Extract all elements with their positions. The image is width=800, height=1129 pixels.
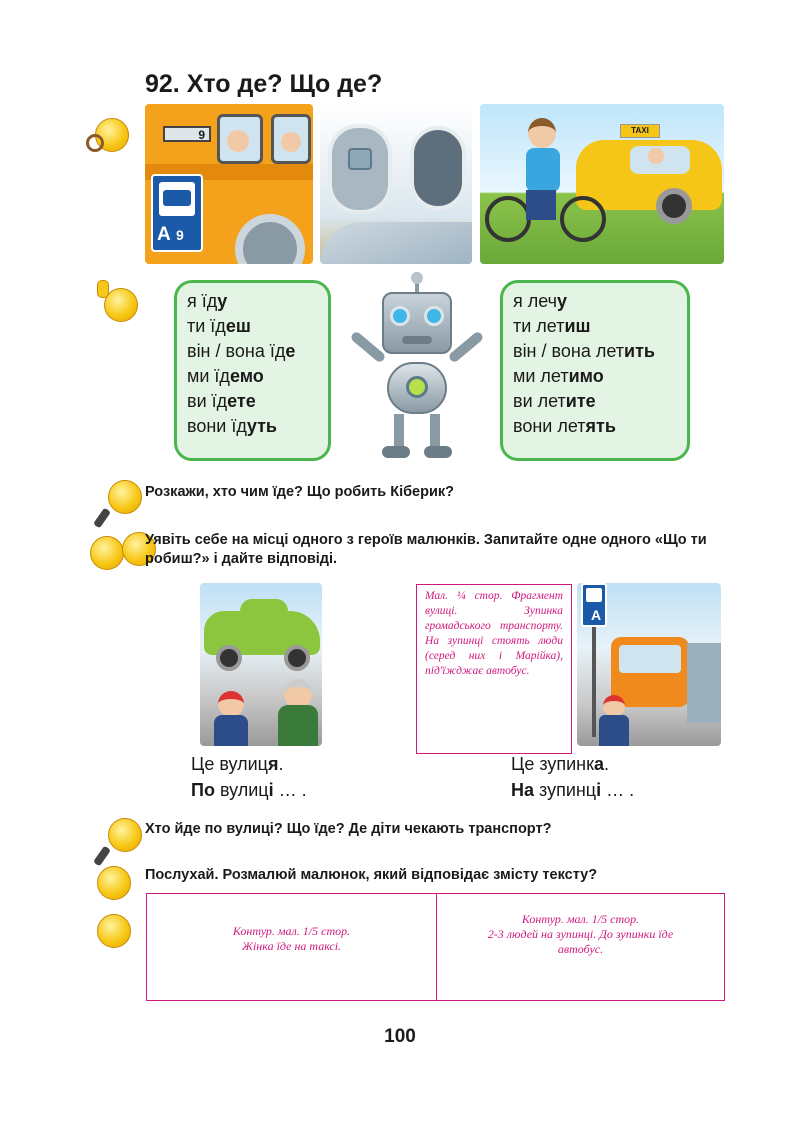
caption-street bbox=[191, 751, 307, 803]
caption-bus-stop bbox=[511, 751, 634, 803]
outline-box-bus bbox=[437, 894, 724, 1000]
outline-note-line: Жінка їде на таксі. bbox=[241, 939, 342, 953]
thumbs-up-icon bbox=[97, 280, 109, 298]
bus-stop-picture bbox=[145, 104, 313, 264]
listening-smiley-icon bbox=[97, 914, 131, 948]
outline-drawing-frame bbox=[146, 893, 725, 1001]
task-instruction-4: Послухай. Розмалюй малюнок, який відповідає змісту тексту? bbox=[145, 867, 598, 883]
thumbs-up-smiley-icon bbox=[104, 288, 138, 322]
outline-note-line: 2-3 людей на зупинці. До зупинки їде bbox=[487, 927, 674, 941]
bus-stop-scene-picture bbox=[577, 583, 721, 746]
task-instruction-1: Розкажи, хто чим їде? Що робить Кіберик? bbox=[145, 484, 455, 500]
conjugation-box-go bbox=[174, 280, 331, 461]
conj-line: ми їдемо bbox=[187, 366, 264, 386]
conj-line: вони їдуть bbox=[187, 416, 277, 436]
magnifier-icon bbox=[86, 134, 104, 152]
outline-note-line: Контур. мал. 1/5 стор. bbox=[521, 912, 640, 926]
robot-in-window-icon bbox=[348, 148, 372, 170]
page-title: 92. Хто де? Що де? bbox=[145, 70, 383, 98]
outline-note-line: Контур. мал. 1/5 стор. bbox=[232, 924, 351, 938]
taxi-sign: TAXI bbox=[620, 124, 660, 138]
robot-eye-icon bbox=[390, 306, 410, 326]
outline-box-taxi bbox=[147, 894, 436, 1000]
magnifier-smiley-icon bbox=[97, 866, 131, 900]
conj-line: ми летимо bbox=[513, 366, 604, 386]
conj-line: вони летять bbox=[513, 416, 616, 436]
airplane-picture bbox=[320, 104, 472, 264]
caption-line: Це вулиця. bbox=[191, 754, 284, 774]
microphone-icon bbox=[93, 846, 111, 867]
caption-line: По вулиці … . bbox=[191, 780, 307, 800]
street-picture bbox=[200, 583, 322, 746]
conj-line: ви летите bbox=[513, 391, 596, 411]
page-number: 100 bbox=[384, 1026, 416, 1047]
caption-line: На зупинці … . bbox=[511, 780, 635, 800]
pair-smiley-icon bbox=[90, 536, 124, 570]
conj-line: ти їдеш bbox=[187, 316, 251, 336]
robot-kiberyk bbox=[342, 272, 492, 462]
conj-line: ти летиш bbox=[513, 316, 591, 336]
bicycle-taxi-picture bbox=[480, 104, 724, 264]
task-instruction-3: Хто йде по вулиці? Що їде? Де діти чекають транспорт? bbox=[145, 821, 552, 837]
conj-line: він / вона летить bbox=[513, 341, 655, 361]
bus-stop-sign bbox=[151, 174, 203, 252]
bicycle-wheel-icon bbox=[485, 196, 531, 242]
outline-note-line: автобус. bbox=[557, 942, 604, 956]
robot-eye-icon bbox=[424, 306, 444, 326]
microphone-icon bbox=[93, 508, 111, 529]
task-instruction-2: Уявіть себе на місці одного з героїв малюнків. Запитайте одне одного «Що ти робиш?» і дайте відповіді. bbox=[145, 532, 707, 567]
bus-icon bbox=[163, 190, 191, 206]
stop-sign bbox=[581, 583, 607, 627]
conj-line: він / вона їде bbox=[187, 341, 296, 361]
stop-sign-letter: А bbox=[591, 607, 602, 623]
bus-sign-letter: А bbox=[157, 224, 171, 245]
conj-line: я лечу bbox=[513, 291, 568, 311]
speaking-smiley-icon bbox=[108, 480, 142, 514]
speaking-smiley-icon bbox=[108, 818, 142, 852]
bicycle-wheel-icon bbox=[560, 196, 606, 242]
conj-line: я їду bbox=[187, 291, 228, 311]
robot-chest-light-icon bbox=[406, 376, 428, 398]
conjugation-box-fly bbox=[500, 280, 690, 461]
conj-line: ви їдете bbox=[187, 391, 256, 411]
editor-note: Мал. ¼ стор. Фрагмент вулиці. Зупинка громадського транспорту. На зупинці стоять люди (серед них і Марійка), під'їжджає автобус. bbox=[416, 584, 572, 754]
bus-route-plate: 9 bbox=[163, 126, 211, 142]
caption-line: Це зупинка. bbox=[511, 754, 610, 774]
bus-sign-number: 9 bbox=[176, 227, 184, 243]
